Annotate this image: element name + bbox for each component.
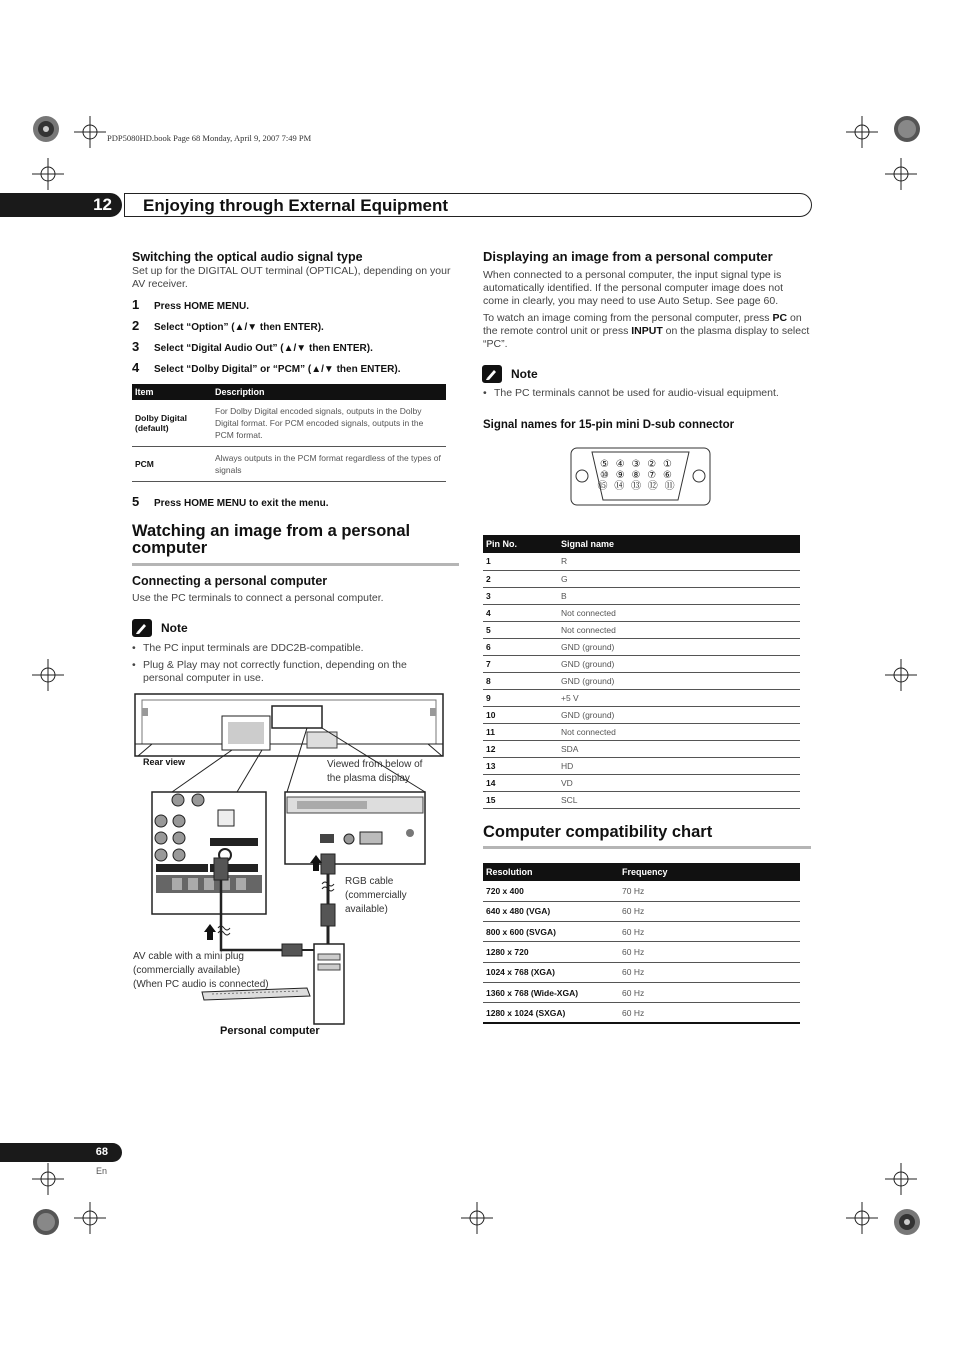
table-row: [483, 942, 800, 962]
chapter-title-box: [124, 193, 812, 217]
table-row: [483, 553, 800, 570]
pin-value: SDA: [558, 740, 800, 757]
table-row: Dolby Digital (default) For Dolby Digital encoded signals, outputs in the Dolby Digital format. For PCM encoded signals, outputs in the PCM format.: [132, 400, 446, 446]
pin-value: G: [558, 570, 800, 587]
pin-key: 6: [483, 638, 558, 655]
optical-intro: Set up for the DIGITAL OUT terminal (OPTICAL), depending on your AV receiver.: [132, 265, 451, 290]
crosshair-mark: [32, 158, 64, 190]
crosshair-mark: [885, 158, 917, 190]
note-label: Note: [511, 367, 538, 381]
pin-value: SCL: [558, 791, 800, 808]
dsub-connector: [570, 447, 711, 506]
section-rule: [483, 846, 811, 849]
step-5: 5 Press HOME MENU to exit the menu.: [132, 494, 329, 509]
pin-key: 14: [483, 774, 558, 791]
section-rule: [132, 563, 459, 566]
registration-mark: [30, 113, 62, 145]
pin-value: GND (ground): [558, 706, 800, 723]
pin-value: HD: [558, 757, 800, 774]
note-icon: [482, 365, 502, 383]
step-3: 3 Select “Digital Audio Out” (▲/▼ then ENTER).: [132, 339, 373, 354]
table-row: [483, 962, 800, 982]
resolution-key: 1280 x 720: [483, 942, 619, 962]
registration-mark: [891, 113, 923, 145]
page-number: 68: [0, 1143, 122, 1162]
table-row: [483, 740, 800, 757]
connecting-text: Use the PC terminals to connect a personal computer.: [132, 592, 384, 604]
note-item: • The PC input terminals are DDC2B-compatible.: [132, 642, 364, 654]
file-header: PDP5080HD.book Page 68 Monday, April 9, 2007 7:49 PM: [107, 133, 312, 143]
rgb-plug: [321, 854, 335, 874]
table-row: [483, 922, 800, 942]
pin-value: Not connected: [558, 723, 800, 740]
table-row: PCM Always outputs in the PCM format regardless of the types of signals: [132, 446, 446, 481]
below-view-panel: [285, 792, 425, 864]
table-row: [483, 791, 800, 808]
av-plug: [282, 944, 302, 956]
pin-value: VD: [558, 774, 800, 791]
pin-table: [483, 535, 800, 809]
pin-row-3: ⑮ ⑭ ⑬ ⑫ ⑪: [597, 481, 677, 492]
pin-row-1: ⑤ ④ ③ ② ①: [600, 459, 674, 470]
display-pc-para1: When connected to a personal computer, the input signal type is automatically identified. If the personal computer image does not come in clearly, you may need to use Auto Setup. See page 60.: [483, 269, 784, 307]
optical-table: Item Description Dolby Digital (default) For Dolby Digital encoded signals, outputs in the Dolby Digital format. For PCM encoded signals, outputs in the PCM format. PCM Always outputs in the PCM format regardless of the types of signals: [132, 384, 446, 482]
table-row: [483, 655, 800, 672]
resolution-key: 1280 x 1024 (SXGA): [483, 1003, 619, 1023]
table-row: [483, 672, 800, 689]
table-row: [483, 689, 800, 706]
pin-value: Not connected: [558, 604, 800, 621]
table-row: [483, 706, 800, 723]
resolution-value: 60 Hz: [619, 942, 800, 962]
rgb-cable-label: RGB cable (commercially available): [345, 876, 407, 915]
compat-title: Computer compatibility chart: [483, 823, 713, 841]
resolution-key: 1360 x 768 (Wide-XGA): [483, 982, 619, 1002]
table-row: [483, 638, 800, 655]
registration-mark: [30, 1206, 62, 1238]
pin-key: 1: [483, 553, 558, 570]
chapter-title: Enjoying through External Equipment: [143, 196, 449, 215]
pin-key: 10: [483, 706, 558, 723]
note-item: • Plug & Play may not correctly function, depending on the personal computer in use.: [132, 659, 407, 684]
resolution-key: 720 x 400: [483, 881, 619, 901]
optical-heading: Switching the optical audio signal type: [132, 250, 363, 264]
pin-key: 13: [483, 757, 558, 774]
compat-table: [483, 863, 800, 1024]
chapter-bar: [0, 193, 812, 217]
display-pc-para2: To watch an image coming from the personal computer, press PC on the remote control unit or press INPUT on the plasma display to select “PC”.: [483, 312, 810, 350]
resolution-value: 70 Hz: [619, 881, 800, 901]
column-header: Resolution: [483, 863, 619, 881]
table-row: [483, 774, 800, 791]
plasma-rear-view: [135, 694, 443, 756]
pin-key: 4: [483, 604, 558, 621]
step-1: 1 Press HOME MENU.: [132, 297, 250, 312]
column-header: Pin No.: [483, 535, 558, 553]
chapter-number: 12: [0, 193, 122, 217]
table-row: [483, 1003, 800, 1023]
resolution-value: 60 Hz: [619, 962, 800, 982]
crosshair-mark: [74, 1202, 106, 1234]
resolution-key: 1024 x 768 (XGA): [483, 962, 619, 982]
table-row: [483, 621, 800, 638]
column-header: Signal name: [558, 535, 800, 553]
pin-key: 11: [483, 723, 558, 740]
pin-key: 8: [483, 672, 558, 689]
rgb-plug: [321, 904, 335, 926]
page-language: En: [96, 1166, 108, 1176]
crosshair-mark: [74, 116, 106, 148]
crosshair-mark: [885, 1163, 917, 1195]
table-row: [483, 757, 800, 774]
table-row: [483, 587, 800, 604]
table-row: [483, 881, 800, 901]
watching-title: Watching an image from a personal computer: [132, 522, 411, 557]
pin-value: Not connected: [558, 621, 800, 638]
pin-key: 9: [483, 689, 558, 706]
pin-value: +5 V: [558, 689, 800, 706]
crosshair-mark: [32, 1163, 64, 1195]
resolution-key: 800 x 600 (SVGA): [483, 922, 619, 942]
pin-value: GND (ground): [558, 655, 800, 672]
av-plug: [214, 858, 228, 880]
pin-key: 15: [483, 791, 558, 808]
resolution-value: 60 Hz: [619, 922, 800, 942]
pin-value: B: [558, 587, 800, 604]
terminal-panel: [152, 792, 266, 914]
table-row: [483, 901, 800, 921]
arrow-up-icon: [204, 924, 216, 940]
registration-mark: [891, 1206, 923, 1238]
crosshair-mark: [461, 1202, 493, 1234]
crosshair-mark: [885, 659, 917, 691]
pin-key: 3: [483, 587, 558, 604]
pin-value: GND (ground): [558, 638, 800, 655]
pin-row-2: ⑩ ⑨ ⑧ ⑦ ⑥: [600, 470, 674, 481]
step-4: 4 Select “Dolby Digital” or “PCM” (▲/▼ then ENTER).: [132, 360, 401, 375]
av-cable-label: AV cable with a mini plug (commercially available) (When PC audio is connected): [133, 951, 269, 990]
signal-names-heading: Signal names for 15-pin mini D-sub connector: [483, 419, 735, 431]
step-2: 2 Select “Option” (▲/▼ then ENTER).: [132, 318, 324, 333]
column-header: Frequency: [619, 863, 800, 881]
display-pc-heading: Displaying an image from a personal computer: [483, 249, 773, 264]
table-row: [483, 723, 800, 740]
pin-value: R: [558, 553, 800, 570]
note-item: • The PC terminals cannot be used for audio-visual equipment.: [483, 387, 779, 399]
connecting-heading: Connecting a personal computer: [132, 574, 328, 588]
resolution-value: 60 Hz: [619, 1003, 800, 1023]
pin-key: 7: [483, 655, 558, 672]
crosshair-mark: [846, 116, 878, 148]
resolution-value: 60 Hz: [619, 901, 800, 921]
note-label: Note: [161, 621, 188, 635]
table-row: [483, 982, 800, 1002]
table-row: [483, 570, 800, 587]
crosshair-mark: [846, 1202, 878, 1234]
note-icon: [132, 619, 152, 637]
viewed-from-below-label: Viewed from below of the plasma display: [327, 759, 423, 784]
pin-key: 2: [483, 570, 558, 587]
pin-key: 12: [483, 740, 558, 757]
pin-key: 5: [483, 621, 558, 638]
rear-view-label: Rear view: [143, 757, 186, 767]
resolution-value: 60 Hz: [619, 982, 800, 1002]
resolution-key: 640 x 480 (VGA): [483, 901, 619, 921]
personal-computer-label: Personal computer: [220, 1025, 320, 1037]
table-row: [483, 604, 800, 621]
pin-value: GND (ground): [558, 672, 800, 689]
crosshair-mark: [32, 659, 64, 691]
